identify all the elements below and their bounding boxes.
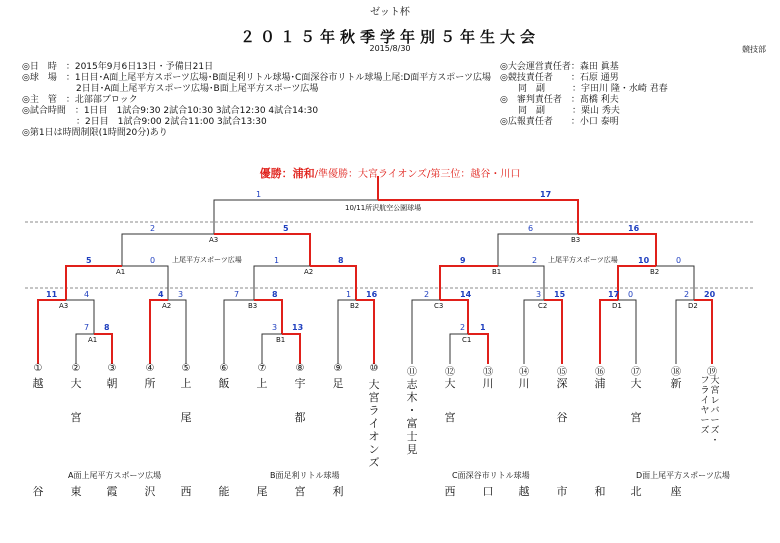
info-line: ◎主 管 ：北部部ブロック	[22, 95, 138, 105]
game-label: A2	[304, 268, 314, 276]
team-number: ⑲	[707, 367, 717, 378]
issue-date: 2015/8/30	[369, 44, 411, 53]
score-label: 1	[346, 290, 352, 299]
team-name: 新 座	[670, 377, 682, 498]
game-label: A2	[162, 302, 172, 310]
score-label: 1	[274, 256, 280, 265]
team-number: ②	[71, 363, 81, 374]
qf-a1-left	[66, 266, 122, 300]
cup-name: ゼット杯	[370, 7, 410, 18]
score-label: 8	[272, 290, 278, 299]
game-label: C3	[434, 302, 444, 310]
game-label: B1	[492, 268, 502, 276]
score-label: 5	[283, 224, 289, 233]
team-name: 川 口	[482, 377, 494, 498]
score-label: 8	[338, 256, 344, 265]
team-number: ⑰	[631, 367, 641, 378]
game-labels	[59, 236, 698, 344]
team-name: 越 谷	[32, 377, 44, 498]
team-name: 深 谷 市	[556, 377, 568, 498]
score-label: 2	[684, 290, 690, 299]
score-label: 14	[460, 290, 472, 299]
field-venue: D面上尾平方スポーツ広場	[636, 471, 730, 480]
team-name: 上 尾 西	[180, 377, 192, 498]
score-label: 0	[628, 290, 634, 299]
score-label: 1	[480, 323, 486, 332]
team-number: ④	[145, 363, 155, 374]
team-number: ⑥	[219, 363, 229, 374]
team-number: ⑮	[557, 367, 567, 378]
department: 競技部	[742, 45, 766, 54]
info-line: ：2日目 1試合9:00 2試合11:00 3試合13:30	[22, 117, 267, 127]
team-name: 大 宮 東	[70, 377, 82, 498]
game-label: D2	[688, 302, 698, 310]
team-number: ⑨	[333, 363, 343, 374]
info-line: ◎広報責任者 ：小口 泰明	[500, 117, 619, 127]
score-label: 17	[608, 290, 620, 299]
info-line: 2日目･A面上尾平方スポーツ広場･B面上尾平方スポーツ広場	[22, 84, 319, 94]
score-label: 20	[704, 290, 716, 299]
team-name: 朝 霞	[106, 377, 118, 498]
field-venue: B面足利リトル球場	[270, 471, 340, 480]
score-label: 7	[234, 290, 240, 299]
score-label: 17	[540, 190, 552, 199]
info-line: ◎球 場 ：1日目･A面上尾平方スポーツ広場･B面足利リトル球場･C面深谷市リトル球場上尾:D面平方スポーツ広場	[22, 73, 491, 83]
score-label: 15	[554, 290, 566, 299]
info-line: ◎第1日は時間制限(1時間20分)あり	[22, 128, 168, 138]
team-number: ⑭	[519, 367, 529, 378]
score-label: 11	[46, 290, 58, 299]
final-venue: 10/11所沢航空公園球場	[345, 204, 422, 212]
champion: 優勝：浦和	[259, 167, 315, 180]
team-number: ①	[33, 363, 43, 374]
team-name: 足 利	[332, 377, 344, 498]
score-label: 13	[292, 323, 304, 332]
team-number: ⑦	[257, 363, 267, 374]
team-name: 飯 能	[218, 377, 230, 498]
team-name: 大 宮 レ バ ー ズ ・	[710, 376, 720, 446]
score-label: 2	[460, 323, 466, 332]
r2-b3-right	[254, 300, 282, 334]
game-label: C1	[462, 336, 472, 344]
team-number: ⑱	[671, 367, 681, 378]
game-label: B2	[350, 302, 360, 310]
game-label: A1	[88, 336, 98, 344]
score-label: 10	[638, 256, 650, 265]
team-number: ⑤	[181, 363, 191, 374]
score-label: 16	[628, 224, 640, 233]
info-line: 同 副 ：栗山 秀夫	[500, 106, 620, 116]
score-label: 8	[104, 323, 110, 332]
score-label: 2	[150, 224, 156, 233]
game-label: B3	[571, 236, 581, 244]
qf-venue-left: 上尾平方スポーツ広場	[172, 256, 242, 264]
game-label: D1	[612, 302, 622, 310]
team-number: ⑯	[595, 367, 605, 378]
info-line: ◎大会運営責任者：森田 眞基	[500, 62, 619, 72]
score-label: 2	[532, 256, 538, 265]
page-title: ２０１５年秋季学年別５年生大会	[239, 28, 540, 46]
score-label: 2	[424, 290, 430, 299]
score-label: 3	[178, 290, 184, 299]
score-label: 3	[536, 290, 542, 299]
team-number: ⑪	[407, 367, 417, 378]
r2-a3-right	[66, 300, 94, 334]
score-label: 3	[272, 323, 278, 332]
team-name: 上 尾	[256, 377, 268, 498]
score-label: 7	[84, 323, 90, 332]
info-line: ◎試合時間 ：1日目 1試合9:30 2試合10:30 3試合12:30 4試合14:30	[22, 106, 319, 116]
team-name: 大 宮 北	[630, 377, 642, 498]
game-label: B1	[276, 336, 286, 344]
team-number: ⑧	[295, 363, 305, 374]
score-label: 4	[84, 290, 90, 299]
team-number: ⑫	[445, 367, 455, 378]
info-line: ◎競技責任者 ：石原 通男	[500, 73, 619, 83]
game-label: B3	[248, 302, 258, 310]
team-name: 大 宮 西	[444, 377, 456, 498]
game-label: C2	[538, 302, 548, 310]
qf-venue-right: 上尾平方スポーツ広場	[548, 256, 618, 264]
game-label: B2	[650, 268, 660, 276]
info-line: ◎日 時 ：2015年9月6日13日・予備日21日	[22, 62, 214, 72]
game-label: A3	[209, 236, 219, 244]
field-venue: C面深谷市リトル球場	[452, 471, 530, 480]
team-number: ⑬	[483, 367, 493, 378]
score-label: 6	[528, 224, 534, 233]
team-name: 所 沢	[144, 377, 156, 498]
team-name: 志 木 ・ 富 士 見	[406, 378, 418, 456]
info-line: ◎ 審判責任者 ：髙橋 利夫	[500, 95, 619, 105]
score-label: 1	[256, 190, 262, 199]
team-number: ③	[107, 363, 117, 374]
qf-a2-left	[254, 266, 310, 300]
game-label: A3	[59, 302, 69, 310]
score-label: 16	[366, 290, 378, 299]
team-name: 川 越	[518, 377, 530, 498]
score-label: 4	[158, 290, 164, 299]
team-name: 大 宮 ラ イ オ ン ズ	[368, 378, 380, 469]
score-label: 9	[460, 256, 466, 265]
info-line: 同 副 ：宇田川 隆・水崎 君春	[500, 84, 668, 94]
field-venue: A面上尾平方スポーツ広場	[68, 471, 162, 480]
score-label: 0	[676, 256, 682, 265]
game-label: A1	[116, 268, 126, 276]
score-label: 5	[86, 256, 92, 265]
team-name: フ ラ イ ヤ ー ズ	[700, 376, 710, 436]
score-label: 0	[150, 256, 156, 265]
runner-ups: /準優勝：大宮ライオンズ/第三位：越谷・川口	[314, 169, 521, 180]
team-name: 宇 都 宮	[294, 377, 306, 498]
team-number: ⑩	[369, 363, 379, 374]
team-name: 浦 和	[594, 377, 606, 498]
